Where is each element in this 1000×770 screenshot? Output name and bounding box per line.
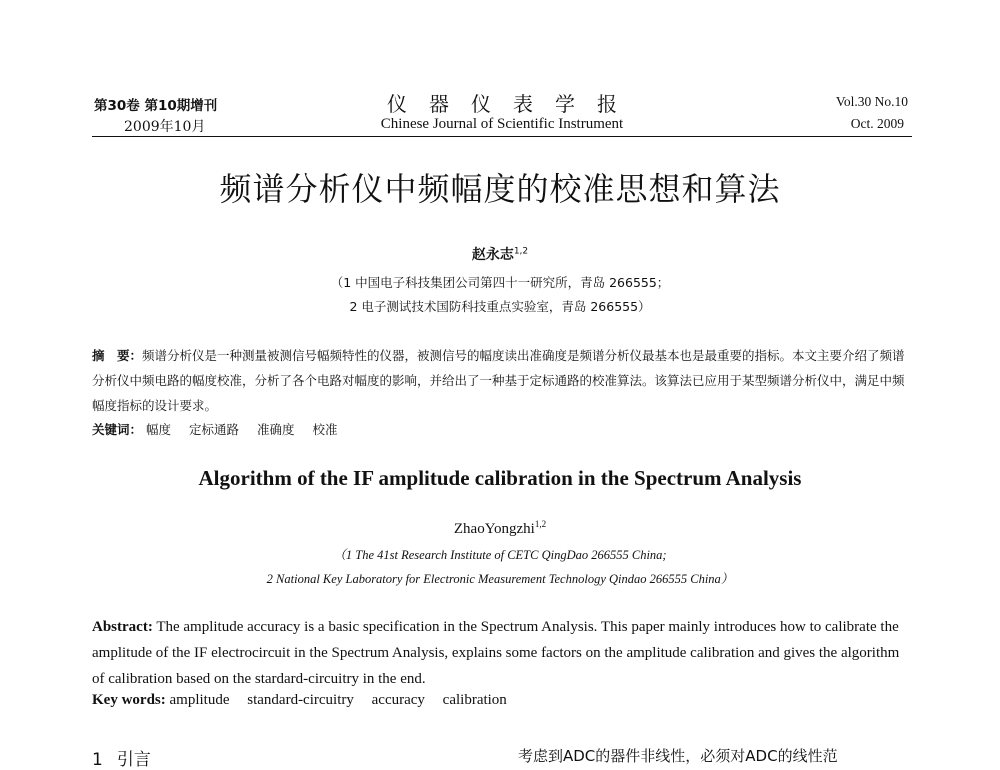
header-rule <box>92 136 912 137</box>
date-en: Oct. 2009 <box>850 116 904 131</box>
author-en-sup: 1,2 <box>534 519 547 529</box>
abstract-en-text: The amplitude accuracy is a basic specification in the Spectrum Analysis. This paper mainly introduces how to calibrate the amplitude of the IF electrocircuit in the Spectrum Analysis, explains some factors on the amplitude calibration and gives the algorithm of calibration based on the stardard-circuitry in the end. <box>92 619 900 687</box>
keywords-en <box>92 692 521 709</box>
keyword-en: standard-circuitry <box>247 692 354 708</box>
keyword-en: calibration <box>442 692 507 708</box>
abstract-cn-label: 摘 要： <box>92 348 143 363</box>
keyword-cn: 定标通路 <box>189 422 240 437</box>
affiliation-cn-1: （1 中国电子科技集团公司第四十一研究所，青岛 266555； <box>330 275 670 290</box>
paper-title-cn: 频谱分析仪中频幅度的校准思想和算法 <box>219 170 781 208</box>
keywords-en-label: Key words: <box>92 692 166 708</box>
keyword-en: accuracy <box>371 692 425 708</box>
keywords-cn-label: 关键词： <box>92 422 143 437</box>
keyword-cn: 校准 <box>312 422 338 437</box>
section-number: 1 <box>92 750 103 770</box>
journal-header <box>92 88 912 136</box>
paper-title-en: Algorithm of the IF amplitude calibration in the Spectrum Analysis <box>198 466 802 490</box>
author-cn-name: 赵永志 <box>471 247 514 263</box>
section-heading-1 <box>92 745 151 770</box>
keyword-cn: 幅度 <box>146 422 172 437</box>
journal-name-en: Chinese Journal of Scientific Instrument <box>380 116 624 132</box>
abstract-cn-text: 频谱分析仪是一种测量被测信号幅频特性的仪器，被测信号的幅度读出准确度是频谱分析仪最基本也是最重要的指标。本文主要介绍了频谱分析仪中频电路的幅度校准，分析了各个电路对幅度的影响，并给出了一种基于定标通路的校准算法。该算法已应用于某型频谱分析仪中，满足中频幅度指标的设计要求。 <box>92 348 905 413</box>
abstract-en <box>92 614 912 692</box>
affiliation-en-1: （1 The 41st Research Institute of CETC QingDao 266555 China; <box>333 548 667 562</box>
abstract-cn <box>92 343 912 418</box>
keyword-en: amplitude <box>169 692 230 708</box>
journal-name-cn: 仪器仪表学报 <box>387 92 639 116</box>
abstract-en-label: Abstract: <box>92 619 153 635</box>
author-en-name: ZhaoYongzhi <box>453 521 535 537</box>
affiliation-en-2: 2 National Key Laboratory for Electronic Measurement Technology Qindao 266555 China） <box>266 572 734 586</box>
author-en <box>0 519 1000 538</box>
keywords-cn <box>92 420 352 438</box>
volume-issue-cn: 第30卷 第10期增刊 <box>94 98 218 114</box>
section-title: 引言 <box>116 750 151 770</box>
affiliation-cn-2: 2 电子测试技术国防科技重点实验室，青岛 266555） <box>349 299 651 314</box>
date-cn: 2009年10月 <box>124 119 206 135</box>
keyword-cn: 准确度 <box>257 422 295 437</box>
volume-issue-en: Vol.30 No.10 <box>835 94 908 109</box>
author-cn <box>0 244 1000 264</box>
body-text-right-column: 考虑到ADC的器件非线性，必须对ADC的线性范 <box>518 747 838 765</box>
author-cn-sup: 1,2 <box>513 246 529 257</box>
